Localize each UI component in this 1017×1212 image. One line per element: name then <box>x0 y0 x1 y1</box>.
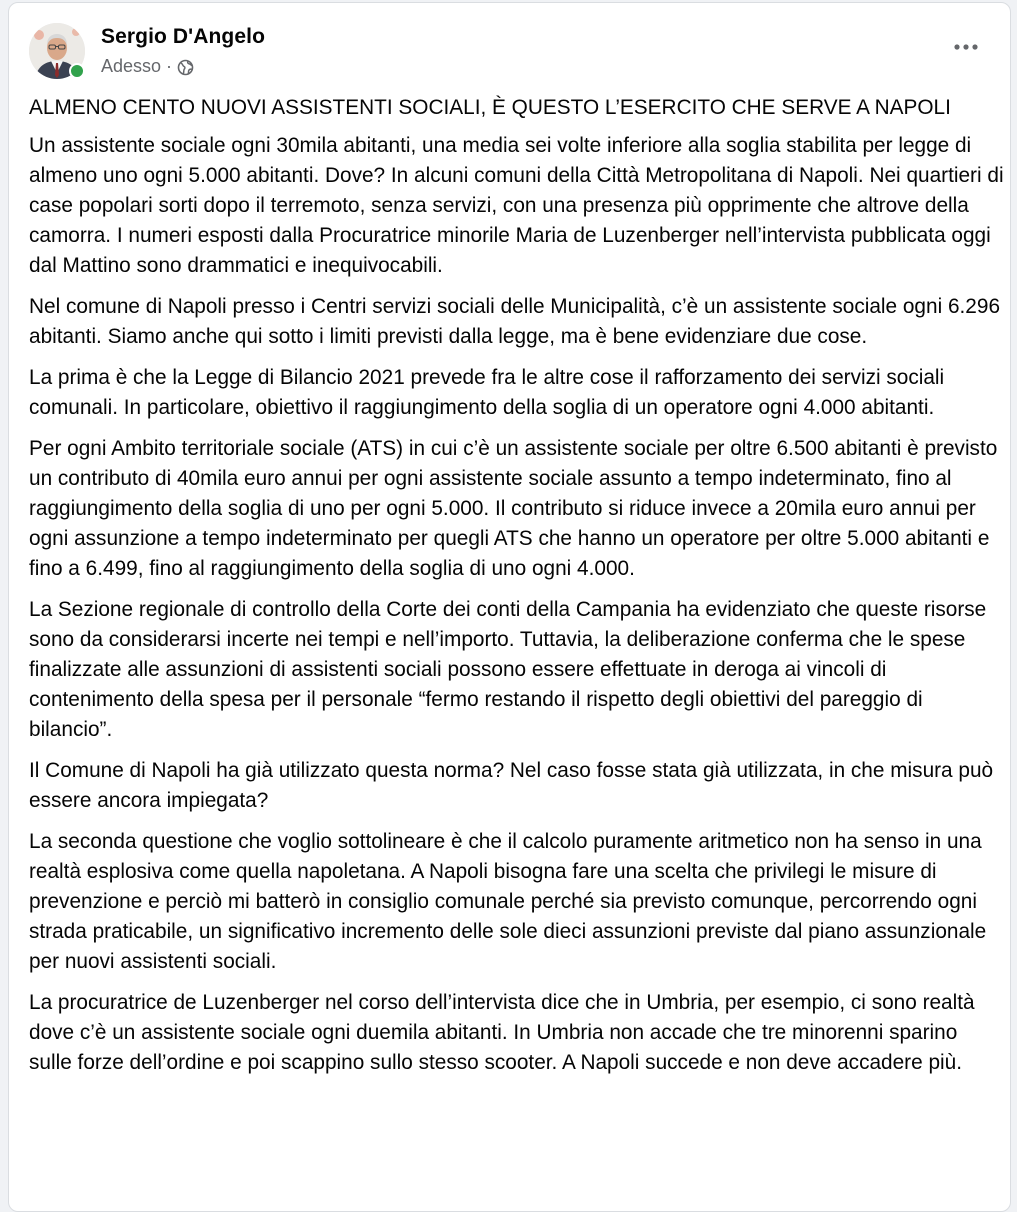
post-timestamp[interactable]: Adesso <box>101 56 162 76</box>
post-paragraph: Un assistente sociale ogni 30mila abitanti, una media sei volte inferiore alla soglia stabilita per legge di almeno uno ogni 5.000 abitanti. Dove? In alcuni comuni della Città Metropolitana di Napoli. Nei quartieri di case popolari sorti dopo il terremoto, senza servizi, con una presenza più opprimente che altrove della camorra. I numeri esposti dalla Procuratrice minorile Maria de Luzenberger nell’intervista pubblicata oggi dal Mattino sono drammatici e inequivocabili. <box>29 134 1004 277</box>
globe-icon[interactable] <box>177 59 194 76</box>
post-card <box>8 2 1011 1212</box>
meta-separator: · <box>166 56 173 76</box>
post-paragraph: Per ogni Ambito territoriale sociale (ATS) in cui c’è un assistente sociale per oltre 6.500 abitanti è previsto un contributo di 40mila euro annui per ogni assistente sociale assunto a tempo indeterminato, fino al raggiungimento della soglia di uno per ogni 5.000. Il contributo si riduce invece a 20mila euro annui per ogni assunzione a tempo indeterminato per quegli ATS che hanno un operatore per oltre 5.000 abitanti e fino a 6.499, fino al raggiungimento della soglia di uno ogni 4.000. <box>29 437 998 580</box>
post-paragraph: La procuratrice de Luzenberger nel corso dell’intervista dice che in Umbria, per esempio, ci sono realtà dove c’è un assistente sociale ogni duemila abitanti. In Umbria non accade che tre minorenni sparino sulle forze dell’ordine e poi scappino sullo stesso scooter. A Napoli succede e non deve accadere più. <box>29 991 975 1074</box>
post-paragraph: Nel comune di Napoli presso i Centri servizi sociali delle Municipalità, c’è un assistente sociale ogni 6.296 abitanti. Siamo anche qui sotto i limiti previsti dalla legge, ma è bene evidenziare due cose. <box>29 295 1001 348</box>
avatar-container <box>29 23 85 79</box>
post-meta <box>101 56 194 77</box>
post-paragraph: La prima è che la Legge di Bilancio 2021 prevede fra le altre cose il rafforzamento dei servizi sociali comunali. In particolare, obiettivo il raggiungimento della soglia di un operatore ogni 4.000 abitanti. <box>29 366 945 419</box>
post-header <box>9 3 1010 93</box>
author-name[interactable]: Sergio D'Angelo <box>101 25 266 48</box>
post-paragraph: Il Comune di Napoli ha già utilizzato questa norma? Nel caso fosse stata già utilizzata, in che misura può essere ancora impiegata? <box>29 759 994 812</box>
online-status-indicator <box>69 63 85 79</box>
post-paragraph: La Sezione regionale di controllo della Corte dei conti della Campania ha evidenziato che queste risorse sono da considerarsi incerte nei tempi e nell’importo. Tuttavia, la deliberazione conferma che le spese finalizzate alle assunzioni di assistenti sociali possono essere effettuate in deroga ai vincoli di contenimento della spesa per il personale “fermo restando il rispetto degli obiettivi del pareggio di bilancio”. <box>29 598 987 741</box>
post-text <box>29 93 1004 1089</box>
more-options-button[interactable] <box>948 33 984 61</box>
more-horizontal-icon <box>953 43 979 51</box>
post-paragraph: La seconda questione che voglio sottolineare è che il calcolo puramente aritmetico non ha senso in una realtà esplosiva come quella napoletana. A Napoli bisogna fare una scelta che privilegi le misure di prevenzione e perciò mi batterò in consiglio comunale perché sia previsto comunque, percorrendo ogni strada praticabile, un significativo incremento delle sole dieci assunzioni previste dal piano assunzionale per nuovi assistenti sociali. <box>29 830 987 973</box>
post-title: ALMENO CENTO NUOVI ASSISTENTI SOCIALI, È QUESTO L’ESERCITO CHE SERVE A NAPOLI <box>29 96 951 119</box>
